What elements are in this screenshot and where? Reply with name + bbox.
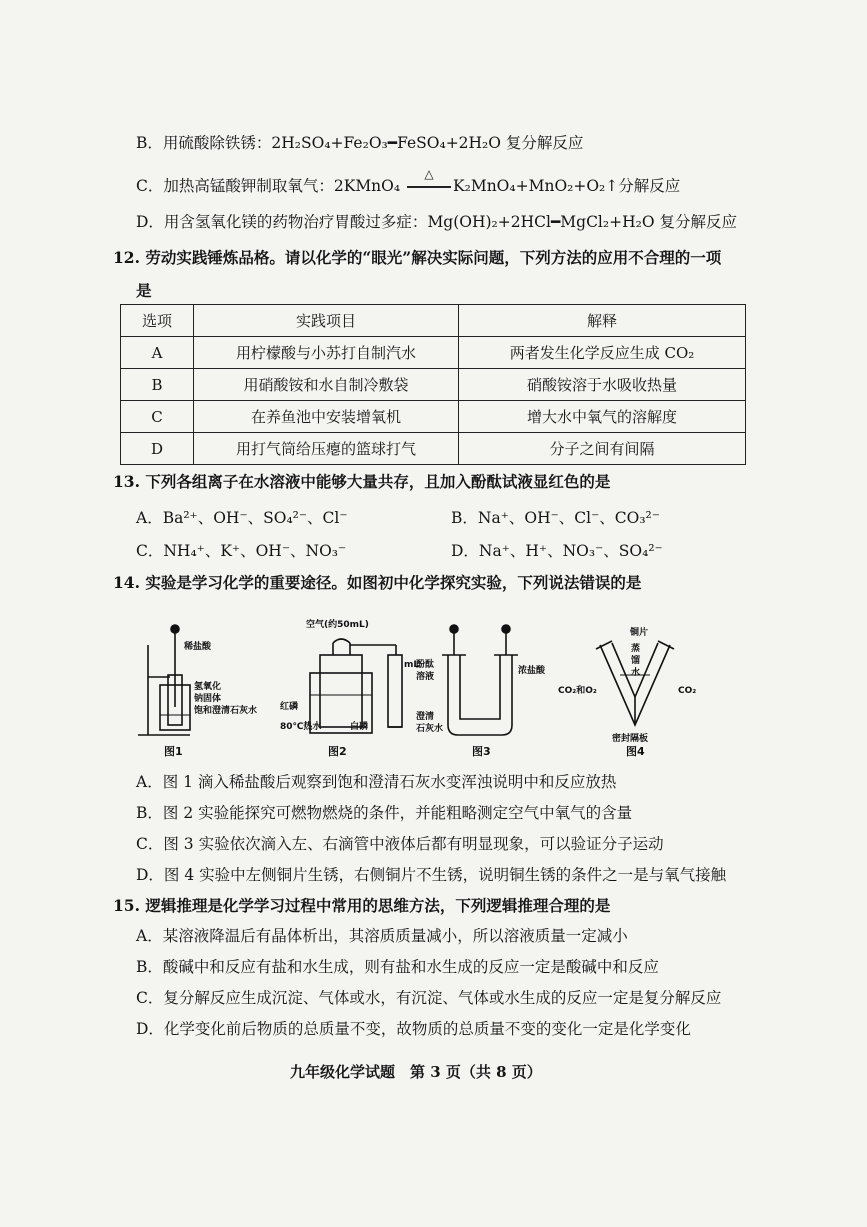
table-row (121, 433, 746, 465)
fig2-label-hot-water: 80℃热水 (280, 722, 322, 732)
table-cell: 在养鱼池中安装增氧机 (194, 401, 459, 433)
table-header-row (121, 305, 746, 337)
table-row (121, 369, 746, 401)
fig3-label-lime-2: 石灰水 (416, 724, 444, 734)
q11-option-d: D．用含氢氧化镁的药物治疗胃酸过多症：Mg(OH)₂+2HCl━MgCl₂+H₂O 复分解反应 (136, 213, 737, 231)
table-cell: C (121, 401, 194, 433)
figure-1 (138, 625, 257, 758)
fig2-label-ml: mL (404, 660, 420, 670)
fig1-label-naoh-2: 钠固体 (194, 694, 222, 704)
q11-option-c: C．加热高锰酸钾制取氧气：2KMnO₄ △ K₂MnO₄+MnO₂+O₂↑分解反应 (136, 167, 681, 195)
table-row (121, 401, 746, 433)
table-cell: 两者发生化学反应生成 CO₂ (459, 337, 746, 369)
fig4-label-water-1: 蒸 (631, 644, 641, 654)
table-cell: 增大水中氧气的溶解度 (459, 401, 746, 433)
fig4-caption: 图4 (626, 745, 645, 758)
table-header-cell: 选项 (121, 305, 194, 337)
fig3-label-phenol-1: 酚酞 (416, 660, 435, 670)
q12-stem: 12. 劳动实践锤炼品格。请以化学的“眼光”解决实际问题，下列方法的应用不合理的一项 (113, 248, 722, 267)
q14-figures (130, 615, 750, 765)
fig3-caption: 图3 (472, 745, 491, 758)
table-cell: 用打气筒给压瘪的篮球打气 (194, 433, 459, 465)
fig1-label-acid: 稀盐酸 (184, 642, 212, 652)
q14-option-a: A．图 1 滴入稀盐酸后观察到饱和澄清石灰水变浑浊说明中和反应放热 (136, 773, 617, 791)
figure-2 (280, 618, 419, 758)
fig3-label-hcl: 浓盐酸 (518, 666, 546, 676)
table-cell: D (121, 433, 194, 465)
fig4-label-water-2: 馏 (631, 656, 641, 666)
table-header-cell: 实践项目 (194, 305, 459, 337)
fig3-label-phenol-2: 溶液 (416, 672, 435, 682)
q12-stem-cont: 是 (136, 281, 152, 300)
q14-stem: 14. 实验是学习化学的重要途径。如图初中化学探究实验，下列说法错误的是 (113, 573, 642, 592)
fig4-label-co2: CO₂ (678, 686, 697, 696)
fig1-label-naoh-1: 氢氧化 (194, 682, 222, 692)
fig2-label-red-p: 红磷 (280, 702, 299, 712)
table-row (121, 337, 746, 369)
page-footer: 九年级化学试题 第 3 页（共 8 页） (290, 1063, 542, 1081)
reaction-condition-arrow: △ (405, 176, 453, 196)
q14-option-b: B．图 2 实验能探究可燃物燃烧的条件，并能粗略测定空气中氧气的含量 (136, 804, 633, 822)
table-cell: 用柠檬酸与小苏打自制汽水 (194, 337, 459, 369)
fig2-label-air: 空气(约50mL) (306, 620, 369, 630)
table-header-cell: 解释 (459, 305, 746, 337)
fig4-label-copper: 铜片 (630, 628, 649, 638)
fig3-label-lime-1: 澄清 (416, 712, 435, 722)
table-cell: 硝酸铵溶于水吸收热量 (459, 369, 746, 401)
experiment-diagrams (130, 615, 750, 765)
table-cell: B (121, 369, 194, 401)
fig4-label-partition: 密封隔板 (612, 734, 649, 744)
q13-option-a: A．Ba²⁺、OH⁻、SO₄²⁻、Cl⁻ (136, 509, 348, 527)
q13-option-d: D．Na⁺、H⁺、NO₃⁻、SO₄²⁻ (451, 542, 663, 560)
fig1-caption: 图1 (164, 745, 183, 758)
fig2-caption: 图2 (328, 745, 347, 758)
q13-stem: 13. 下列各组离子在水溶液中能够大量共存，且加入酚酞试液显红色的是 (113, 472, 611, 491)
q15-stem: 15. 逻辑推理是化学学习过程中常用的思维方法，下列逻辑推理合理的是 (113, 896, 611, 915)
q15-option-d: D．化学变化前后物质的总质量不变，故物质的总质量不变的变化一定是化学变化 (136, 1020, 691, 1038)
fig4-label-co2-o2: CO₂和O₂ (558, 686, 597, 696)
fig4-label-water-3: 水 (631, 668, 641, 678)
q14-option-d: D．图 4 实验中左侧铜片生锈，右侧铜片不生锈，说明铜生锈的条件之一是与氧气接触 (136, 866, 727, 884)
figure-4 (558, 626, 696, 758)
q11-option-b: B．用硫酸除铁锈：2H₂SO₄+Fe₂O₃━FeSO₄+2H₂O 复分解反应 (136, 134, 584, 152)
q13-option-b: B．Na⁺、OH⁻、Cl⁻、CO₃²⁻ (451, 509, 660, 527)
fig2-label-white-p: 白磷 (350, 722, 369, 732)
q13-option-c: C．NH₄⁺、K⁺、OH⁻、NO₃⁻ (136, 542, 347, 560)
figure-3 (415, 625, 546, 758)
q12-table (120, 304, 746, 465)
q15-option-b: B．酸碱中和反应有盐和水生成，则有盐和水生成的反应一定是酸碱中和反应 (136, 958, 659, 976)
q15-option-c: C．复分解反应生成沉淀、气体或水，有沉淀、气体或水生成的反应一定是复分解反应 (136, 989, 722, 1007)
table-cell: 用硝酸铵和水自制冷敷袋 (194, 369, 459, 401)
table-cell: 分子之间有间隔 (459, 433, 746, 465)
q14-option-c: C．图 3 实验依次滴入左、右滴管中液体后都有明显现象，可以验证分子运动 (136, 835, 664, 853)
fig1-label-limewater: 饱和澄清石灰水 (194, 706, 258, 716)
table-cell: A (121, 337, 194, 369)
q15-option-a: A．某溶液降温后有晶体析出，其溶质质量减小，所以溶液质量一定减小 (136, 927, 628, 945)
